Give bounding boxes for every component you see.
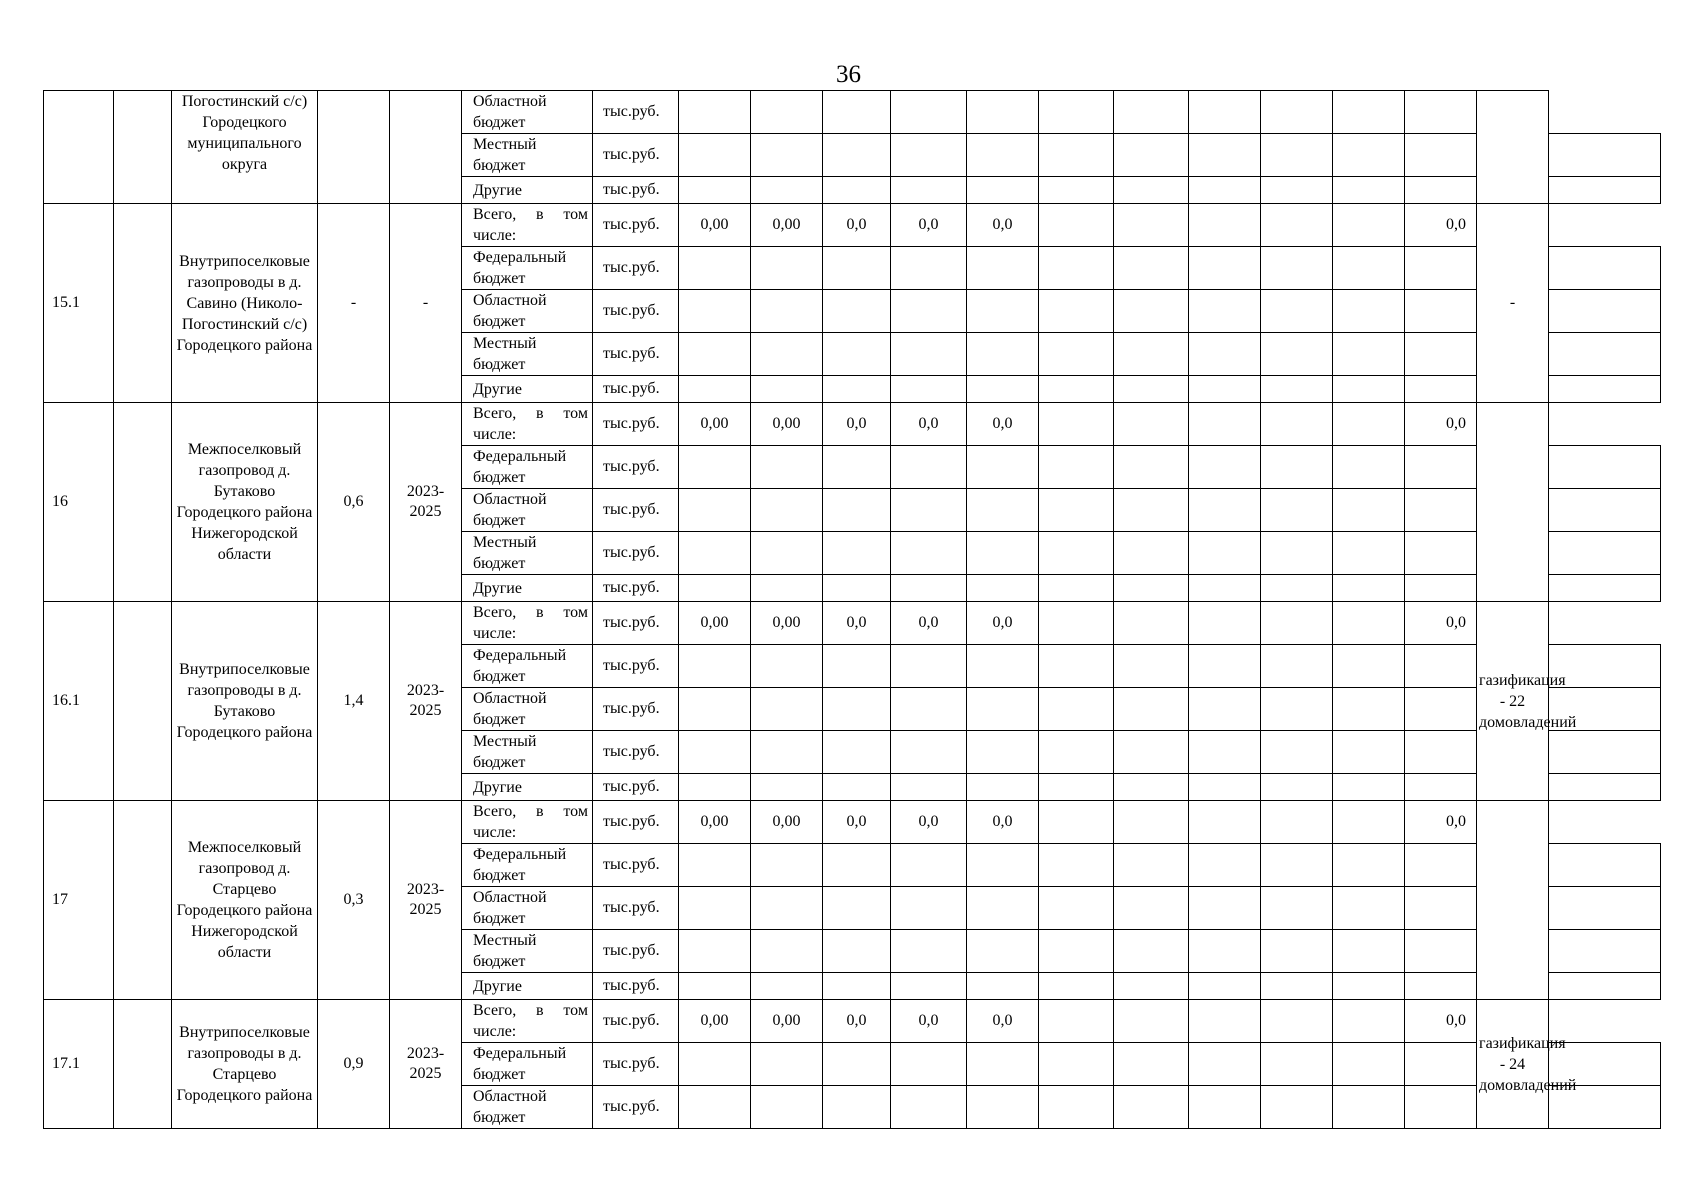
years-cell: - xyxy=(390,204,462,403)
unit-cell: тыс.руб. xyxy=(593,930,679,973)
value-cell: 0,0 xyxy=(823,403,891,446)
unit-cell: тыс.руб. xyxy=(593,731,679,774)
unit-cell: тыс.руб. xyxy=(593,290,679,333)
value-cell: 0,0 xyxy=(891,1000,967,1043)
object-name: Межпоселковый газопровод д. Старцево Городецкого района Нижегородской области xyxy=(172,801,318,1000)
funding-source: Всего, в том числе: xyxy=(462,801,593,844)
value-cell: 0,0 xyxy=(967,801,1039,844)
funding-source: Областной бюджет xyxy=(462,489,593,532)
object-name: Межпоселковый газопровод д. Бутаково Городецкого района Нижегородской области xyxy=(172,403,318,602)
total-cell: 0,0 xyxy=(1405,403,1477,446)
unit-cell: тыс.руб. xyxy=(593,688,679,731)
unit-cell: тыс.руб. xyxy=(593,774,679,801)
funding-source: Федеральный бюджет xyxy=(462,247,593,290)
unit-cell: тыс.руб. xyxy=(593,973,679,1000)
years-cell: 2023-2025 xyxy=(390,801,462,1000)
value-cell: 0,0 xyxy=(967,1000,1039,1043)
years-cell xyxy=(390,91,462,204)
unit-cell: тыс.руб. xyxy=(593,1000,679,1043)
object-name: Внутрипоселковые газопроводы в д. Старцево Городецкого района xyxy=(172,1000,318,1129)
funding-source: Всего, в том числе: xyxy=(462,1000,593,1043)
funding-source: Федеральный бюджет xyxy=(462,446,593,489)
empty-cell xyxy=(114,91,172,204)
value-cell: 0,0 xyxy=(891,801,967,844)
funding-source: Местный бюджет xyxy=(462,333,593,376)
page-number: 36 xyxy=(836,61,861,88)
result-cell: газификация - 22 домовладений xyxy=(1477,602,1549,801)
unit-cell: тыс.руб. xyxy=(593,575,679,602)
unit-cell: тыс.руб. xyxy=(593,91,679,134)
section-16 xyxy=(44,403,1661,602)
unit-cell: тыс.руб. xyxy=(593,177,679,204)
funding-source: Областной бюджет xyxy=(462,688,593,731)
value-cell: 0,00 xyxy=(751,403,823,446)
value-cell: 0,0 xyxy=(891,403,967,446)
funding-source: Другие xyxy=(462,575,593,602)
length-cell: 0,9 xyxy=(318,1000,390,1129)
section-17-1 xyxy=(44,1000,1661,1129)
funding-source: Областной бюджет xyxy=(462,91,593,134)
funding-source: Другие xyxy=(462,376,593,403)
result-cell: газификация - 24 домовладений xyxy=(1477,1000,1549,1129)
empty-cell xyxy=(114,602,172,801)
section-16-1 xyxy=(44,602,1661,801)
total-cell: 0,0 xyxy=(1405,602,1477,645)
result-cell xyxy=(1477,801,1549,1000)
value-cell: 0,0 xyxy=(967,602,1039,645)
value-cell: 0,00 xyxy=(679,403,751,446)
funding-source: Другие xyxy=(462,774,593,801)
object-name: Внутрипоселковые газопроводы в д. Бутаково Городецкого района xyxy=(172,602,318,801)
funding-source: Федеральный бюджет xyxy=(462,645,593,688)
funding-source: Другие xyxy=(462,973,593,1000)
years-cell: 2023-2025 xyxy=(390,1000,462,1129)
value-cell: 0,0 xyxy=(823,801,891,844)
funding-source: Местный бюджет xyxy=(462,731,593,774)
unit-cell: тыс.руб. xyxy=(593,204,679,247)
result-cell xyxy=(1477,403,1549,602)
empty-cell xyxy=(114,403,172,602)
unit-cell: тыс.руб. xyxy=(593,887,679,930)
row-number: 16.1 xyxy=(44,602,114,801)
funding-source: Областной бюджет xyxy=(462,887,593,930)
funding-source: Федеральный бюджет xyxy=(462,1043,593,1086)
unit-cell: тыс.руб. xyxy=(593,602,679,645)
object-name: Внутрипоселковые газопроводы в д. Савино (Николо-Погостинский с/с) Городецкого района xyxy=(172,204,318,403)
funding-source: Всего, в том числе: xyxy=(462,602,593,645)
length-cell: 1,4 xyxy=(318,602,390,801)
row-number: 15.1 xyxy=(44,204,114,403)
funding-source: Местный бюджет xyxy=(462,532,593,575)
value-cell: 0,0 xyxy=(823,204,891,247)
unit-cell: тыс.руб. xyxy=(593,489,679,532)
length-cell: 0,6 xyxy=(318,403,390,602)
length-cell: 0,3 xyxy=(318,801,390,1000)
value-cell: 0,00 xyxy=(679,602,751,645)
funding-source: Областной бюджет xyxy=(462,1086,593,1129)
funding-source: Другие xyxy=(462,177,593,204)
years-cell: 2023-2025 xyxy=(390,602,462,801)
value-cell: 0,0 xyxy=(823,602,891,645)
length-cell xyxy=(318,91,390,204)
funding-source: Местный бюджет xyxy=(462,930,593,973)
row-number: 17 xyxy=(44,801,114,1000)
unit-cell: тыс.руб. xyxy=(593,403,679,446)
result-cell: - xyxy=(1477,204,1549,403)
unit-cell: тыс.руб. xyxy=(593,844,679,887)
row-number: 17.1 xyxy=(44,1000,114,1129)
years-cell: 2023-2025 xyxy=(390,403,462,602)
row-number xyxy=(44,91,114,204)
total-cell: 0,0 xyxy=(1405,204,1477,247)
unit-cell: тыс.руб. xyxy=(593,532,679,575)
funding-source: Всего, в том числе: xyxy=(462,403,593,446)
funding-source: Местный бюджет xyxy=(462,134,593,177)
value-cell: 0,0 xyxy=(891,204,967,247)
object-name: Погостинский с/с) Городецкого муниципального округа xyxy=(172,91,318,204)
unit-cell: тыс.руб. xyxy=(593,333,679,376)
value-cell: 0,00 xyxy=(679,1000,751,1043)
length-cell: - xyxy=(318,204,390,403)
row-number: 16 xyxy=(44,403,114,602)
total-cell: 0,0 xyxy=(1405,1000,1477,1043)
funding-source: Областной бюджет xyxy=(462,290,593,333)
investment-table xyxy=(43,90,1661,1129)
unit-cell: тыс.руб. xyxy=(593,1086,679,1129)
empty-cell xyxy=(114,1000,172,1129)
unit-cell: тыс.руб. xyxy=(593,1043,679,1086)
section-15-1 xyxy=(44,204,1661,403)
value-cell: 0,0 xyxy=(967,204,1039,247)
value-cell: 0,00 xyxy=(751,602,823,645)
value-cell: 0,0 xyxy=(823,1000,891,1043)
unit-cell: тыс.руб. xyxy=(593,247,679,290)
total-cell: 0,0 xyxy=(1405,801,1477,844)
value-cell: 0,00 xyxy=(751,1000,823,1043)
empty-cell xyxy=(114,801,172,1000)
funding-source: Федеральный бюджет xyxy=(462,844,593,887)
value-cell: 0,00 xyxy=(679,204,751,247)
unit-cell: тыс.руб. xyxy=(593,446,679,489)
unit-cell: тыс.руб. xyxy=(593,376,679,403)
unit-cell: тыс.руб. xyxy=(593,134,679,177)
empty-cell xyxy=(114,204,172,403)
unit-cell: тыс.руб. xyxy=(593,645,679,688)
value-cell: 0,0 xyxy=(891,602,967,645)
section-15-continued xyxy=(44,91,1661,204)
value-cell: 0,0 xyxy=(967,403,1039,446)
section-17 xyxy=(44,801,1661,1000)
result-cell xyxy=(1477,91,1549,204)
unit-cell: тыс.руб. xyxy=(593,801,679,844)
value-cell: 0,00 xyxy=(679,801,751,844)
funding-source: Всего, в том числе: xyxy=(462,204,593,247)
value-cell: 0,00 xyxy=(751,801,823,844)
value-cell: 0,00 xyxy=(751,204,823,247)
